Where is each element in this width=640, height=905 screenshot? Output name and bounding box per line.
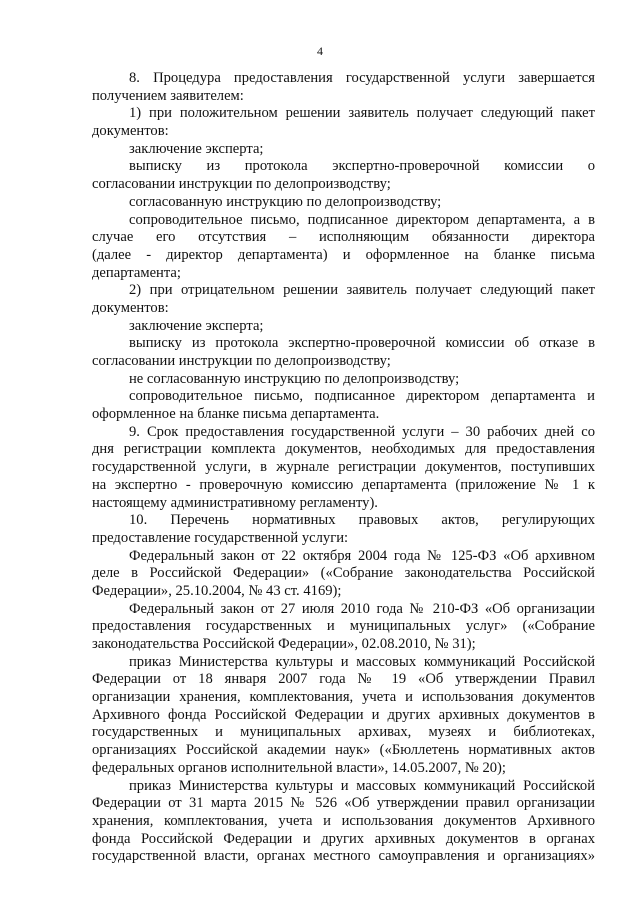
- text-line: заключение эксперта;: [129, 140, 264, 157]
- text-line: деле в Российской Федерации» («Собрание законодательства Российской: [92, 565, 595, 582]
- text-line: настоящему административному регламенту).: [92, 494, 378, 511]
- text-line: сопроводительное письмо, подписанное директором департамента, а в: [129, 211, 595, 228]
- text-line: заключение эксперта;: [129, 317, 264, 334]
- text-line: на экспертно - проверочную комиссию департамента (приложение № 1 к: [92, 476, 595, 493]
- text-line: Архивного фонда Российской Федерации и других архивных документов в: [92, 706, 595, 723]
- text-line: Федеральный закон от 27 июля 2010 года № 210-ФЗ «Об организации: [129, 600, 595, 617]
- text-line: сопроводительное письмо, подписанное директором департамента и: [129, 388, 595, 405]
- text-line: документов:: [92, 299, 169, 316]
- text-line: приказ Министерства культуры и массовых коммуникаций Российской: [129, 653, 595, 670]
- text-line: случае его отсутствия – исполняющим обязанности директора: [92, 229, 595, 246]
- text-line: предоставление государственной услуги:: [92, 529, 349, 546]
- text-line: организациях Российской академии наук» («Бюллетень нормативных актов: [92, 742, 595, 759]
- text-line: документов:: [92, 123, 169, 140]
- text-line: согласованную инструкцию по делопроизводству;: [129, 193, 442, 210]
- text-line: законодательства Российской Федерации», 02.08.2010, № 31);: [92, 636, 476, 652]
- text-line: государственной услуги, в журнале регистрации документов, поступивших: [92, 459, 595, 476]
- text-line: хранения, комплектования, учета и использования документов Архивного: [92, 812, 595, 829]
- text-line: получением заявителем:: [92, 87, 244, 104]
- text-line: 9. Срок предоставления государственной услуги – 30 рабочих дней со: [129, 423, 595, 440]
- document-body: [92, 70, 595, 866]
- text-line: организации хранения, комплектования, учета и использования документов: [92, 689, 595, 706]
- text-line: приказ Министерства культуры и массовых коммуникаций Российской: [129, 777, 595, 794]
- text-line: выписку из протокола экспертно-проверочной комиссии об отказе в: [129, 335, 595, 352]
- text-line: выписку из протокола экспертно-проверочной комиссии о: [129, 158, 595, 175]
- text-line: 10. Перечень нормативных правовых актов, регулирующих: [129, 512, 595, 529]
- text-line: дня регистрации комплекта документов, необходимых для предоставления: [92, 441, 595, 458]
- text-line: 1) при положительном решении заявитель получает следующий пакет: [129, 105, 595, 122]
- text-line: согласовании инструкции по делопроизводству;: [92, 353, 391, 369]
- text-line: 8. Процедура предоставления государственной услуги завершается: [129, 70, 595, 86]
- text-line: Федерации», 25.10.2004, № 43 ст. 4169);: [92, 582, 342, 599]
- text-line: фонда Российской Федерации и других архивных документов в органах: [92, 830, 595, 847]
- text-line: Федерации от 18 января 2007 года № 19 «Об утверждении Правил: [92, 671, 595, 688]
- text-line: предоставления государственных и муниципальных услуг» («Собрание: [92, 618, 595, 635]
- text-line: Федерации от 31 марта 2015 № 526 «Об утверждении правил организации: [92, 795, 595, 812]
- text-line: оформленное на бланке письма департамента.: [92, 406, 380, 423]
- text-line: (далее - директор департамента) и оформленное на бланке письма: [92, 246, 595, 263]
- text-line: Федеральный закон от 22 октября 2004 года № 125-ФЗ «Об архивном: [129, 547, 595, 564]
- text-line: государственных и муниципальных архивах, музеях и библиотеках,: [92, 724, 595, 741]
- text-line: федеральных органов исполнительной власти», 14.05.2007, № 20);: [92, 759, 506, 776]
- page-number: 4: [317, 44, 323, 58]
- text-line: 2) при отрицательном решении заявитель получает следующий пакет: [129, 282, 595, 299]
- text-line: департамента;: [92, 264, 181, 281]
- text-line: не согласованную инструкцию по делопроизводству;: [129, 370, 460, 387]
- text-line: государственной власти, органах местного самоуправления и организациях»: [92, 848, 595, 865]
- text-line: согласовании инструкции по делопроизводству;: [92, 176, 391, 193]
